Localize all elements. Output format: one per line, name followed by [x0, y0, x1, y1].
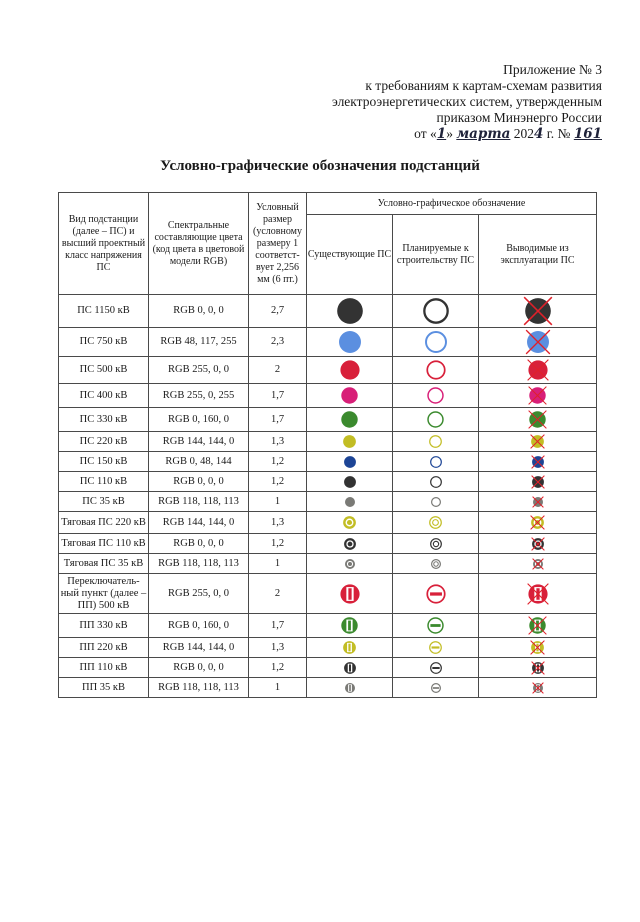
- planned-symbol-cell: [393, 614, 479, 638]
- substation-type-cell: Тяговая ПС 35 кВ: [59, 554, 149, 574]
- ps-decommissioned-symbol-icon: [527, 432, 548, 451]
- rgb-code-cell: RGB 255, 0, 255: [149, 384, 249, 408]
- planned-symbol-cell: [393, 492, 479, 512]
- substation-type-cell: Переключатель-ный пункт (далее – ПП) 500 кВ: [59, 574, 149, 614]
- existing-symbol-cell: [307, 452, 393, 472]
- substation-type-cell: ПС 500 кВ: [59, 357, 149, 384]
- size-cell: 1,2: [249, 534, 307, 554]
- rgb-code-cell: RGB 118, 118, 113: [149, 554, 249, 574]
- rgb-code-cell: RGB 118, 118, 113: [149, 492, 249, 512]
- ps-decommissioned-symbol-icon: [524, 357, 552, 383]
- rgb-code-cell: RGB 0, 0, 0: [149, 295, 249, 328]
- rgb-code-cell: RGB 255, 0, 0: [149, 357, 249, 384]
- traction-decommissioned-symbol-icon: [527, 513, 548, 532]
- traction-decommissioned-symbol-icon: [528, 535, 548, 553]
- planned-symbol-cell: [393, 295, 479, 328]
- ps-planned-symbol-icon: [426, 453, 446, 471]
- decommissioned-symbol-cell: [479, 357, 597, 384]
- decommissioned-symbol-cell: [479, 452, 597, 472]
- ps-decommissioned-symbol-icon: [528, 453, 548, 471]
- size-cell: 2,7: [249, 295, 307, 328]
- traction-existing-symbol-icon: [339, 513, 360, 532]
- planned-symbol-cell: [393, 574, 479, 614]
- ps-planned-symbol-icon: [427, 494, 445, 510]
- substation-type-cell: ПП 35 кВ: [59, 678, 149, 698]
- decommissioned-symbol-cell: [479, 328, 597, 357]
- rgb-code-cell: RGB 0, 0, 0: [149, 534, 249, 554]
- decommissioned-symbol-cell: [479, 295, 597, 328]
- pp-decommissioned-symbol-icon: [528, 659, 548, 677]
- header-symbol-group: Условно-графическое обозначение: [307, 193, 597, 215]
- rgb-code-cell: RGB 0, 48, 144: [149, 452, 249, 472]
- size-cell: 1,2: [249, 472, 307, 492]
- pp-planned-symbol-icon: [423, 614, 448, 637]
- existing-symbol-cell: [307, 658, 393, 678]
- existing-symbol-cell: [307, 512, 393, 534]
- ps-planned-symbol-icon: [423, 384, 448, 407]
- ps-planned-symbol-icon: [425, 432, 446, 451]
- rgb-code-cell: RGB 255, 0, 0: [149, 574, 249, 614]
- decommissioned-symbol-cell: [479, 554, 597, 574]
- table-row: [59, 638, 597, 658]
- size-cell: 1,3: [249, 512, 307, 534]
- existing-symbol-cell: [307, 574, 393, 614]
- table-row: [59, 574, 597, 614]
- existing-symbol-cell: [307, 432, 393, 452]
- table-row: [59, 678, 597, 698]
- size-cell: 1,7: [249, 408, 307, 432]
- table-row: [59, 295, 597, 328]
- header-color-code: Спектральные составляющие цвета (код цвета в цветовой модели RGB): [149, 193, 249, 295]
- size-cell: 1,3: [249, 432, 307, 452]
- substation-type-cell: ПС 1150 кВ: [59, 295, 149, 328]
- ps-planned-symbol-icon: [426, 473, 446, 491]
- table-row: [59, 408, 597, 432]
- pp-decommissioned-symbol-icon: [524, 581, 552, 607]
- header-planned: Планируемые к строительству ПС: [393, 215, 479, 295]
- handwritten-day: 1: [436, 126, 447, 142]
- size-cell: 2: [249, 574, 307, 614]
- appendix-line-3: электроэнергетических систем, утвержденным: [332, 94, 602, 109]
- ps-existing-symbol-icon: [336, 357, 364, 383]
- existing-symbol-cell: [307, 678, 393, 698]
- ps-existing-symbol-icon: [337, 408, 362, 431]
- handwritten-order-number: 161: [573, 126, 602, 142]
- planned-symbol-cell: [393, 432, 479, 452]
- rgb-code-cell: RGB 0, 160, 0: [149, 408, 249, 432]
- planned-symbol-cell: [393, 408, 479, 432]
- traction-planned-symbol-icon: [426, 535, 446, 553]
- table-row: [59, 432, 597, 452]
- substation-type-cell: Тяговая ПС 220 кВ: [59, 512, 149, 534]
- substation-type-cell: Тяговая ПС 110 кВ: [59, 534, 149, 554]
- existing-symbol-cell: [307, 638, 393, 658]
- ps-decommissioned-symbol-icon: [521, 295, 555, 327]
- decommissioned-symbol-cell: [479, 678, 597, 698]
- table-row: [59, 534, 597, 554]
- size-cell: 1,7: [249, 614, 307, 638]
- ps-planned-symbol-icon: [423, 408, 448, 431]
- substation-type-cell: ПС 330 кВ: [59, 408, 149, 432]
- header-decommissioned: Выводимые из эксплуатации ПС: [479, 215, 597, 295]
- rgb-code-cell: RGB 0, 160, 0: [149, 614, 249, 638]
- rgb-code-cell: RGB 144, 144, 0: [149, 512, 249, 534]
- number-prefix: г. №: [543, 126, 574, 141]
- existing-symbol-cell: [307, 357, 393, 384]
- table-row: [59, 472, 597, 492]
- pp-planned-symbol-icon: [422, 581, 450, 607]
- ps-decommissioned-symbol-icon: [528, 473, 548, 491]
- header-size: Условный размер (условному размеру 1 соответст-вует 2,256 мм (6 пт.): [249, 193, 307, 295]
- header-substation-type: Вид подстанции (далее – ПС) и высший проектный класс напряжения ПС: [59, 193, 149, 295]
- ps-existing-symbol-icon: [341, 494, 359, 510]
- substation-type-cell: ПС 150 кВ: [59, 452, 149, 472]
- year-prefix: 202: [510, 126, 534, 141]
- decommissioned-symbol-cell: [479, 512, 597, 534]
- table-row: [59, 384, 597, 408]
- planned-symbol-cell: [393, 554, 479, 574]
- ps-existing-symbol-icon: [340, 473, 360, 491]
- ps-decommissioned-symbol-icon: [523, 328, 553, 356]
- decommissioned-symbol-cell: [479, 534, 597, 554]
- pp-existing-symbol-icon: [340, 659, 360, 677]
- table-row: [59, 512, 597, 534]
- decommissioned-symbol-cell: [479, 574, 597, 614]
- pp-planned-symbol-icon: [427, 680, 445, 696]
- ps-planned-symbol-icon: [421, 328, 451, 356]
- size-cell: 1,2: [249, 452, 307, 472]
- decommissioned-symbol-cell: [479, 638, 597, 658]
- existing-symbol-cell: [307, 408, 393, 432]
- existing-symbol-cell: [307, 492, 393, 512]
- table-row: [59, 658, 597, 678]
- planned-symbol-cell: [393, 328, 479, 357]
- handwritten-year-digit: 4: [534, 126, 544, 142]
- substation-symbols-table: [58, 192, 597, 698]
- ps-existing-symbol-icon: [337, 384, 362, 407]
- decommissioned-symbol-cell: [479, 614, 597, 638]
- traction-planned-symbol-icon: [427, 556, 445, 572]
- existing-symbol-cell: [307, 554, 393, 574]
- decommissioned-symbol-cell: [479, 658, 597, 678]
- appendix-number: Приложение № 3: [503, 62, 602, 77]
- rgb-code-cell: RGB 144, 144, 0: [149, 432, 249, 452]
- ps-existing-symbol-icon: [333, 295, 367, 327]
- table-row: [59, 614, 597, 638]
- rgb-code-cell: RGB 0, 0, 0: [149, 472, 249, 492]
- substation-type-cell: ПП 330 кВ: [59, 614, 149, 638]
- appendix-line-2: к требованиям к картам-схемам развития: [365, 78, 602, 93]
- pp-existing-symbol-icon: [339, 638, 360, 657]
- table-row: [59, 554, 597, 574]
- decommissioned-symbol-cell: [479, 432, 597, 452]
- ps-existing-symbol-icon: [340, 453, 360, 471]
- pp-existing-symbol-icon: [337, 614, 362, 637]
- size-cell: 2: [249, 357, 307, 384]
- document-title: Условно-графические обозначения подстанций: [160, 158, 480, 174]
- size-cell: 1,2: [249, 658, 307, 678]
- planned-symbol-cell: [393, 638, 479, 658]
- substation-type-cell: ПП 110 кВ: [59, 658, 149, 678]
- substation-type-cell: ПС 35 кВ: [59, 492, 149, 512]
- pp-existing-symbol-icon: [336, 581, 364, 607]
- ps-planned-symbol-icon: [422, 357, 450, 383]
- existing-symbol-cell: [307, 328, 393, 357]
- existing-symbol-cell: [307, 614, 393, 638]
- planned-symbol-cell: [393, 357, 479, 384]
- size-cell: 1: [249, 554, 307, 574]
- decommissioned-symbol-cell: [479, 408, 597, 432]
- ps-decommissioned-symbol-icon: [525, 384, 550, 407]
- appendix-date-line: [302, 126, 602, 142]
- substation-type-cell: ПС 220 кВ: [59, 432, 149, 452]
- ps-decommissioned-symbol-icon: [525, 408, 550, 431]
- ps-planned-symbol-icon: [419, 295, 453, 327]
- pp-decommissioned-symbol-icon: [529, 680, 547, 696]
- rgb-code-cell: RGB 144, 144, 0: [149, 638, 249, 658]
- decommissioned-symbol-cell: [479, 472, 597, 492]
- planned-symbol-cell: [393, 452, 479, 472]
- rgb-code-cell: RGB 118, 118, 113: [149, 678, 249, 698]
- substation-type-cell: ПП 220 кВ: [59, 638, 149, 658]
- existing-symbol-cell: [307, 295, 393, 328]
- existing-symbol-cell: [307, 384, 393, 408]
- size-cell: 1,3: [249, 638, 307, 658]
- size-cell: 1: [249, 492, 307, 512]
- substation-type-cell: ПС 400 кВ: [59, 384, 149, 408]
- rgb-code-cell: RGB 0, 0, 0: [149, 658, 249, 678]
- appendix-header: [302, 62, 602, 142]
- decommissioned-symbol-cell: [479, 384, 597, 408]
- traction-planned-symbol-icon: [425, 513, 446, 532]
- pp-planned-symbol-icon: [426, 659, 446, 677]
- pp-decommissioned-symbol-icon: [527, 638, 548, 657]
- decommissioned-symbol-cell: [479, 492, 597, 512]
- pp-existing-symbol-icon: [341, 680, 359, 696]
- substation-type-cell: ПС 110 кВ: [59, 472, 149, 492]
- date-prefix: от «: [414, 126, 437, 141]
- size-cell: 1: [249, 678, 307, 698]
- existing-symbol-cell: [307, 472, 393, 492]
- planned-symbol-cell: [393, 512, 479, 534]
- handwritten-month: марта: [456, 126, 511, 142]
- ps-existing-symbol-icon: [335, 328, 365, 356]
- planned-symbol-cell: [393, 678, 479, 698]
- date-separator: »: [446, 126, 457, 141]
- size-cell: 2,3: [249, 328, 307, 357]
- traction-decommissioned-symbol-icon: [529, 556, 547, 572]
- size-cell: 1,7: [249, 384, 307, 408]
- substation-type-cell: ПС 750 кВ: [59, 328, 149, 357]
- planned-symbol-cell: [393, 658, 479, 678]
- ps-existing-symbol-icon: [339, 432, 360, 451]
- table-row: [59, 357, 597, 384]
- table-body: [59, 295, 597, 698]
- pp-planned-symbol-icon: [425, 638, 446, 657]
- ps-decommissioned-symbol-icon: [529, 494, 547, 510]
- existing-symbol-cell: [307, 534, 393, 554]
- appendix-line-4: приказом Минэнерго России: [436, 110, 602, 125]
- table-row: [59, 452, 597, 472]
- planned-symbol-cell: [393, 534, 479, 554]
- table-row: [59, 328, 597, 357]
- rgb-code-cell: RGB 48, 117, 255: [149, 328, 249, 357]
- header-existing: Существующие ПС: [307, 215, 393, 295]
- planned-symbol-cell: [393, 384, 479, 408]
- traction-existing-symbol-icon: [340, 535, 360, 553]
- planned-symbol-cell: [393, 472, 479, 492]
- traction-existing-symbol-icon: [341, 556, 359, 572]
- table-row: [59, 492, 597, 512]
- pp-decommissioned-symbol-icon: [525, 614, 550, 637]
